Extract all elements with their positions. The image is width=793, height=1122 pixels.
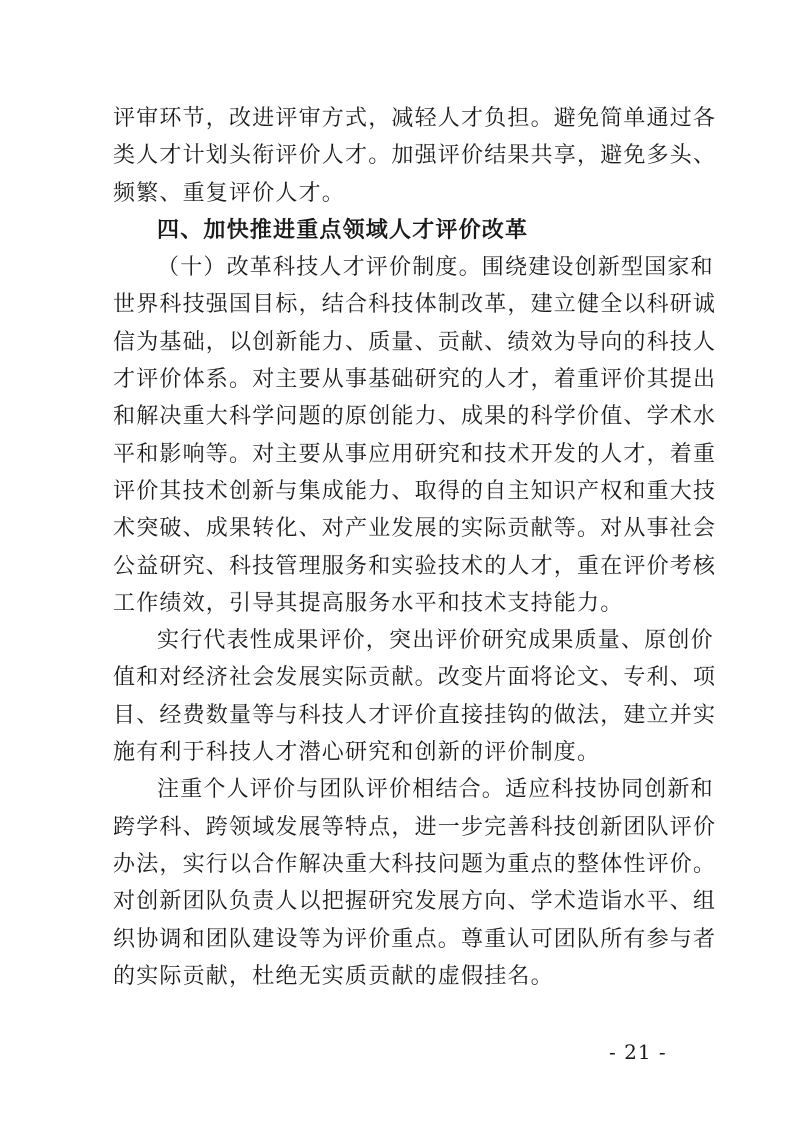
text-line: 评价其技术创新与集成能力、取得的自主知识产权和重大技 [113,478,717,504]
text-line: 施有利于科技人才潜心研究和创新的评价制度。 [113,740,601,766]
text-line: 公益研究、科技管理服务和实验技术的人才，重在评价考核 [113,553,717,579]
text-line: 注重个人评价与团队评价相结合。适应科技协同创新和 [157,777,714,803]
text-line: 实行代表性成果评价，突出评价研究成果质量、原创价 [157,628,714,654]
text-line: 才评价体系。对主要从事基础研究的人才，着重评价其提出 [113,367,717,393]
text-line: 值和对经济社会发展实际贡献。改变片面将论文、专利、项 [113,665,717,691]
text-line: 评审环节，改进评审方式，减轻人才负担。避免简单通过各 [113,106,717,131]
page-number: - 21 - [609,1040,667,1064]
text-line: 频繁、重复评价人才。 [113,180,346,206]
text-line: 工作绩效，引导其提高服务水平和技术支持能力。 [113,590,624,616]
text-line: 的实际贡献，杜绝无实质贡献的虚假挂名。 [113,963,554,989]
text-line: 和解决重大科学问题的原创能力、成果的科学价值、学术水 [113,404,717,430]
text-line: 目、经费数量等与科技人才评价直接挂钩的做法，建立并实 [113,702,717,728]
text-line: 类人才计划头衔评价人才。加强评价结果共享，避免多头、 [113,143,717,169]
text-line: 信为基础，以创新能力、质量、贡献、绩效为导向的科技人 [113,329,717,355]
text-line: 跨学科、跨领域发展等特点，进一步完善科技创新团队评价 [113,814,717,840]
body-text [113,100,717,995]
text-line: 办法，实行以合作解决重大科技问题为重点的整体性评价。 [113,851,717,877]
text-line: 平和影响等。对主要从事应用研究和技术开发的人才，着重 [113,441,717,467]
section-heading: 四、加快推进重点领域人才评价改革 [157,217,529,243]
text-line: 术突破、成果转化、对产业发展的实际贡献等。对从事社会 [113,516,717,542]
text-line: 世界科技强国目标，结合科技体制改革，建立健全以科研诚 [113,292,717,318]
text-line: 对创新团队负责人以把握研究发展方向、学术造诣水平、组 [113,889,717,915]
text-line: （十）改革科技人才评价制度。围绕建设创新型国家和 [157,255,714,281]
text-line: 织协调和团队建设等为评价重点。尊重认可团队所有参与者 [113,926,717,952]
